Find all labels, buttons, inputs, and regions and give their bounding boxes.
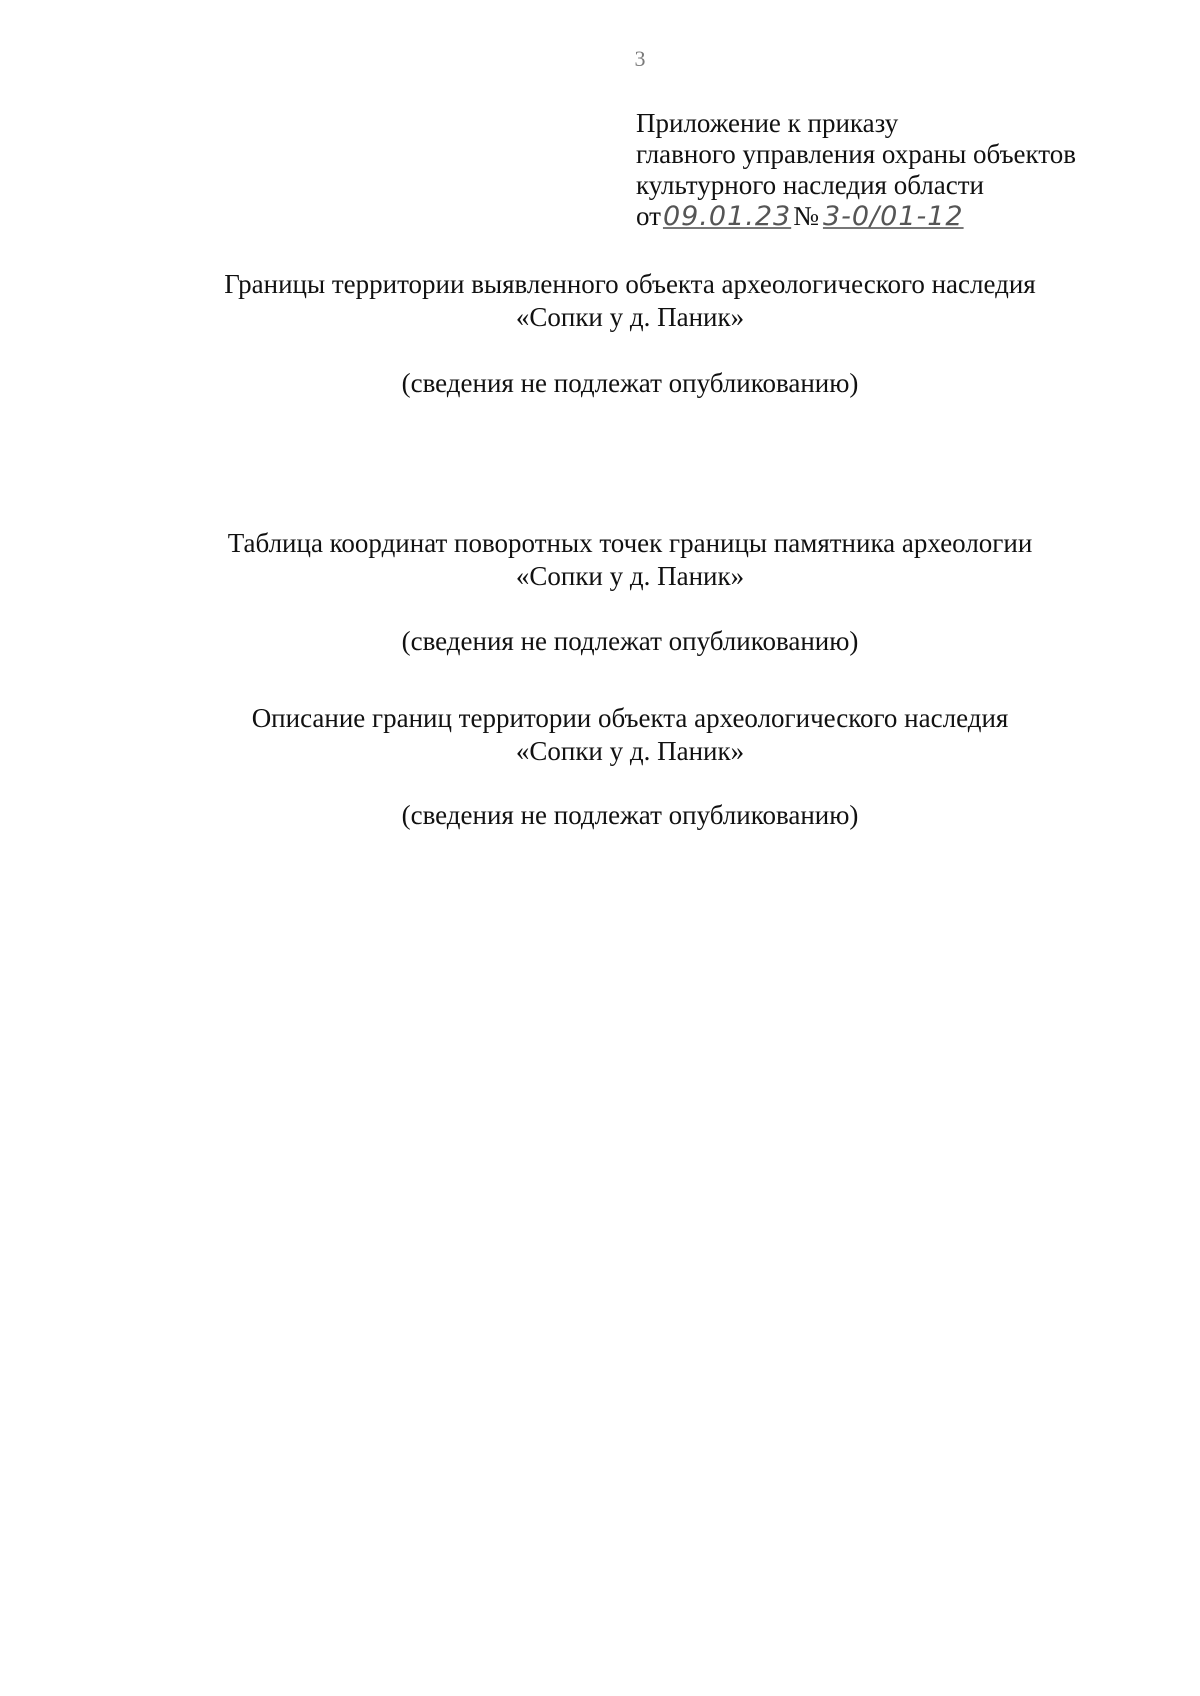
section-title: Границы территории выявленного объекта археологического наследия — [224, 269, 1036, 299]
handwritten-order-date: 09.01.23 — [662, 201, 792, 232]
section-title: Таблица координат поворотных точек границы памятника археологии — [227, 528, 1033, 558]
section-coordinates-table — [0, 527, 1200, 593]
section-object-name: «Сопки у д. Паник» — [515, 302, 745, 332]
order-line — [636, 201, 1076, 232]
section-note: (сведения не подлежат опубликованию) — [401, 626, 859, 656]
section-object-name: «Сопки у д. Паник» — [515, 561, 745, 591]
appendix-header — [636, 108, 1076, 232]
appendix-line-3: культурного наследия области — [636, 170, 984, 200]
appendix-line-1: Приложение к приказу — [636, 108, 899, 138]
order-prefix: от — [636, 201, 661, 231]
appendix-line-2: главного управления охраны объектов — [636, 139, 1076, 169]
section-title: Описание границ территории объекта археологического наследия — [251, 703, 1009, 733]
page-number: 3 — [634, 46, 646, 71]
section-note: (сведения не подлежат опубликованию) — [401, 800, 859, 830]
section-note: (сведения не подлежат опубликованию) — [401, 368, 859, 398]
section-boundary-description — [0, 702, 1200, 768]
section-object-name: «Сопки у д. Паник» — [515, 736, 745, 766]
order-number-sign: № — [793, 201, 819, 231]
handwritten-order-number: 3-0/01-12 — [822, 201, 964, 232]
section-boundaries — [0, 268, 1200, 334]
